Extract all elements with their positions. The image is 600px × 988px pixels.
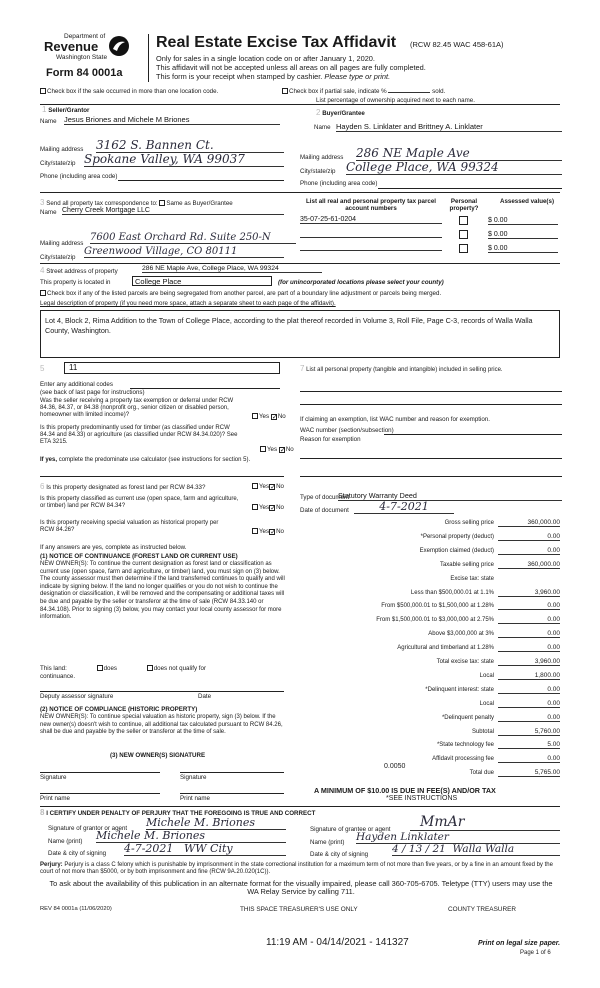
notice2-text: NEW OWNER(S): To continue special valuation as historic property, sign (3) below. If the new owner(s) doesn't wish to continue, all additional tax calculated pursuant to RCW 84.26, shall be due and payable by the seller or transferor at the time of sale. [40,714,283,736]
s6-q1-yes-no[interactable]: Yes✓ No [252,483,284,490]
new-owner-signature-1[interactable]: Signature [40,774,67,781]
exemption-label: If claiming an exemption, list WAC number and reason for exemption. [300,416,490,423]
seller-city-label: City/state/zip [40,160,76,167]
doc-date-label: Date of document [300,507,349,514]
tax-row-label: *Delinquent interest: state [425,686,494,693]
header-sub1: Only for sales in a single location code on or after January 1, 2020. [156,54,375,63]
tax-row-label: Above $3,000,000 at 3% [428,631,494,638]
tax-row-label: Subtotal [471,728,494,735]
located-select[interactable]: College Place [132,276,272,286]
q2-yes-no[interactable]: Yes ✓ No [260,446,294,453]
grantor-name-label: Name (print) [48,838,83,845]
tax-row-label: Less than $500,000.01 at 1.1% [410,589,494,596]
segregated-check[interactable]: Check box if any of the listed parcels are being segregated from another parcel, are part of a boundary line adjustment or parcels being merged. [40,290,441,297]
parcel-value-1[interactable]: $ 0.00 [488,217,558,225]
correspondence-label: 3 Send all property tax correspondence to: Same as Buyer/Grantee [40,198,233,207]
form-title: Real Estate Excise Tax Affidavit [156,34,397,51]
multi-location-check[interactable]: Check box if the sale occurred in more than one location code. [40,88,218,95]
buyer-name-label: Name [314,124,331,131]
tax-row-value[interactable]: 0.00 [498,533,560,541]
tax-row-value[interactable]: 0.00 [498,630,560,638]
tax-row-value[interactable]: 360,000.00 [498,519,560,527]
section5-q2-note: If yes, complete the predominate use calculator (see instructions for section 5). [40,457,251,463]
multi-location-checkbox[interactable] [40,88,46,94]
buyer-city-label: City/state/zip [300,168,336,175]
street-address[interactable]: 286 NE Maple Ave, College Place, WA 99324 [142,265,322,273]
seller-city[interactable]: Spokane Valley, WA 99037 [84,152,284,167]
rev-number: REV 84 0001a (11/06/2020) [40,906,112,912]
buyer-city[interactable]: College Place, WA 99324 [346,160,562,175]
seller-name[interactable]: Jesus Briones and Michele M Briones [64,115,280,125]
tax-row-label: Local [479,700,494,707]
seller-name-label: Name [40,118,57,125]
buyer-mailing-label: Mailing address [300,154,344,161]
parcel-col-assessed: Assessed value(s) [500,198,554,205]
tax-row-label: Gross selling price [444,520,494,526]
page-number: Page 1 of 6 [520,950,551,956]
q1-yes-no[interactable]: Yes ✓ No [252,413,286,420]
see-back: (see back of last page for instructions) [40,389,145,396]
tax-row-value[interactable]: 5,760.00 [498,728,560,736]
parcel-personal-3[interactable] [459,244,469,254]
section5-number: 5 [40,364,45,373]
tax-row-value[interactable]: 0.00 [498,644,560,652]
doc-type[interactable]: Statutory Warranty Deed [338,491,562,501]
county-treasurer: COUNTY TREASURER [448,906,516,913]
section6-q2: Is this property classified as current use (open space, farm and agriculture, or timber) land per RCW 84.34? [40,496,239,510]
grantee-date[interactable]: 4 / 13 / 21 Walla Walla [392,843,560,856]
parcel-col-numbers: List all real and personal property tax parcel account numbers [306,198,436,212]
grantee-date-label: Date & city of signing [310,851,369,858]
tax-row-label: Exemption claimed (deduct) [419,547,494,554]
tax-row-value[interactable]: 0.00 [498,547,560,555]
correspondence-city-label: City/state/zip [40,254,76,261]
tax-row-value[interactable]: 5,765.00 [498,769,560,777]
s6-q2-yes-no[interactable]: Yes✓ No [252,504,284,511]
notice2-title: (2) NOTICE OF COMPLIANCE (HISTORIC PROPERTY) [40,706,198,713]
partial-sale-check[interactable]: Check box if partial sale, indicate % sold. [282,88,445,95]
buyer-name[interactable]: Hayden S. Linklater and Brittney A. Linklater [336,122,562,132]
reason-label: Reason for exemption [300,436,361,443]
treasurer-space: THIS SPACE TREASURER'S USE ONLY [240,906,358,913]
s6-q3-yes-no[interactable]: Yes✓ No [252,528,284,535]
dept-line2: Revenue [44,39,99,54]
grantee-name-label: Name (print) [310,839,345,846]
grantee-signature[interactable]: MmAr [410,814,560,831]
land-qualify[interactable]: This land: does does not qualify for [40,665,207,672]
tax-row-label: Total excise tax: state [436,659,494,665]
tax-row-value[interactable]: 0.00 [498,686,560,694]
local-rate: 0.0050 [384,763,406,770]
legal-size-note: Print on legal size paper. [478,940,561,947]
parcel-personal-1[interactable] [459,216,469,226]
correspondence-city[interactable]: Greenwood Village, CO 80111 [84,246,284,258]
answers-note: If any answers are yes, complete as instructed below. [40,544,187,551]
dept-line1: Department of [64,33,106,40]
seller-heading: 1 Seller/Grantor [42,105,90,114]
tax-row-label: Local [479,672,494,679]
ownership-note: List percentage of ownership acquired next to each name. [316,97,475,104]
seller-mailing-label: Mailing address [40,146,84,153]
buyer-phone-label: Phone (including area code) [300,180,378,187]
tax-row-value[interactable]: 3,960.00 [498,658,560,666]
grantor-date[interactable]: 4-7-2021 WW City [124,842,286,856]
grantee-name[interactable]: Hayden Linklater [356,831,560,844]
alt-format-notice: To ask about the availability of this publication in an alternate format for the visually impaired, please call 360-705-6705. Teletype (TTY) users may use the WA Relay Service by calling 711. [49,879,553,897]
grantee-sig-label: Signature of grantee or agent [310,826,391,833]
located-note: (for unincorporated locations please select your county) [278,279,444,286]
tax-row-label: From $1,500,000.01 to $3,000,000 at 2.75% [376,617,494,624]
section6-q1: 6 Is this property designated as forest land per RCW 84.33? [40,482,206,491]
parcel-number-3[interactable] [300,242,442,251]
dept-line3: Washington State [56,54,108,61]
section5-q1: Was the seller receiving a property tax exemption or deferral under RCW 84.36, 84.37, or 84.38 (nonprofit org., senior citizen or disabled person, homeowner with limited income)? [40,398,234,419]
segregated-checkbox[interactable] [40,290,46,296]
grantor-signature[interactable]: Michele M. Briones [146,816,286,830]
parcel-number-2[interactable] [300,229,442,238]
legal-label: Legal description of property (if you need more space, attach a separate sheet to each page of the affidavit). [40,300,336,307]
tax-row-value[interactable]: 3,960.00 [498,589,560,597]
section6-q3: Is this property receiving special valuation as historical property per RCW 84.26? [40,520,219,534]
enter-codes: Enter any additional codes [40,381,113,388]
form-statute: (RCW 82.45 WAC 458-61A) [410,40,504,49]
tax-row-label: Taxable selling price [439,561,494,568]
parcel-personal-2[interactable] [459,230,469,240]
tax-row-value[interactable]: 0.00 [498,602,560,610]
new-owner-print-1[interactable]: Print name [40,795,70,802]
treasurer-stamp: 11:19 AM - 04/14/2021 - 141327 [266,937,409,948]
tax-row-label: *Personal property (deduct) [420,533,494,540]
correspondence-name[interactable]: Cherry Creek Mortgage LLC [62,205,284,215]
tax-row-value[interactable]: 0.00 [498,755,560,763]
grantor-sig-label: Signature of grantor or agent [48,825,128,832]
certify-heading: 8 I CERTIFY UNDER PENALTY OF PERJURY THAT THE FOREGOING IS TRUE AND CORRECT [40,808,316,817]
new-owner-print-2[interactable]: Print name [180,795,210,802]
minimum-due: A MINIMUM OF $10.00 IS DUE IN FEE(S) AND/OR TAX [314,786,496,795]
correspondence-mailing-label: Mailing address [40,240,84,247]
tax-row-label: From $500,000.01 to $1,500,000 at 1.28% [381,603,494,610]
correspondence-mailing[interactable]: 7600 East Orchard Rd. Suite 250-N [90,232,296,244]
legal-description: Lot 4, Block 2, Rima Addition to the Town of College Place, according to the plat thereof recorded in Volume 3, Roll File, Page C-3, records of Walla Walla County, Washington. [45,316,533,335]
parcel-value-3[interactable]: $ 0.00 [488,245,558,253]
correspondence-name-label: Name [40,209,57,216]
tax-row-label: Affidavit processing fee [432,756,494,763]
tax-row-label: Excise tax: state [450,575,494,582]
street-label: 4 Street address of property [40,266,118,275]
deputy-signature-label: Deputy assessor signature [40,693,114,700]
continuance: continuance. [40,673,76,680]
tax-row-value[interactable]: 0.00 [498,616,560,624]
grantor-name[interactable]: Michele M. Briones [96,829,286,843]
parcel-col-personal: Personal property? [449,198,479,212]
section7-text: 7 List all personal property (tangible and intangible) included in selling price. [300,364,503,373]
form-number: Form 84 0001a [46,67,123,79]
deputy-date-label: Date [198,693,212,700]
wac-label: WAC number (section/subsection) [300,427,394,434]
tax-row-label: Total due [469,770,494,777]
tax-row-value[interactable]: 5.00 [498,741,560,749]
code-box[interactable]: 11 [64,362,280,374]
tax-row-label: *Delinquent penalty [441,714,494,721]
section5-q2: Is this property predominantly used for timber (as classified under RCW 84.34 and 84.33) or agriculture (as classified under RCW 84.34.020)? See ETA 3215. [40,425,238,446]
perjury-notice: Perjury: Perjury is a class C felony which is punishable by imprisonment in the state correctional institution for a maximum term of not more than five years, or by a fine in an amount fixed by the court of not more than $5000, or by both imprisonment and fine (RCW 9A.20.020(1C)). [40,862,553,875]
doc-date[interactable]: 4-7-2021 [354,500,454,514]
tax-row-value[interactable]: 0.00 [498,714,560,722]
tax-row-value[interactable]: 360,000.00 [498,561,560,569]
notice3-title: (3) NEW OWNER(S) SIGNATURE [110,752,206,759]
parcel-number-1[interactable]: 35-07-25-61-0204 [300,216,442,224]
buyer-mailing[interactable]: 286 NE Maple Ave [356,146,562,161]
tax-row-value[interactable]: 0.00 [498,700,560,708]
revenue-swirl-icon [108,35,130,57]
notice1-title: (1) NOTICE OF CONTINUANCE (FOREST LAND OR CURRENT USE) [40,553,238,560]
seller-mailing[interactable]: 3162 S. Bannen Ct. [96,138,284,153]
partial-sale-checkbox[interactable] [282,88,288,94]
tax-row-label: Agricultural and timberland at 1.28% [397,645,494,652]
tax-row-label: *State technology fee [436,742,494,749]
legal-description-box[interactable] [40,310,560,358]
new-owner-signature-2[interactable]: Signature [180,774,207,781]
buyer-heading: 2 Buyer/Grantee [316,108,365,117]
header-sub3: This form is your receipt when stamped by cashier. Please type or print. [156,72,391,81]
see-instructions: *SEE INSTRUCTIONS [386,795,458,802]
tax-row-value[interactable]: 1,800.00 [498,672,560,680]
seller-phone-label: Phone (including area code) [40,173,118,180]
notice1-text: NEW OWNER(S): To continue the current designation as forest land or classification as current use (open space, farm and agriculture, or timber) land, you must sign on (3) below. The county assessor must then determine if the land transferred continues to qualify and will indicate by signing below. If the land no longer qualifies or you do not wish to continue the designation or classification, it will be removed and the compensating or additional taxes will be due and payable by the seller or transferor at the time of sale (RCW 84.33.140 or 84.34.108). Prior to signing (3) below, you may contact your local county assessor for more information. [40,561,285,621]
parcel-value-2[interactable]: $ 0.00 [488,231,558,239]
located-label: This property is located in [40,279,111,286]
header-sub2: This affidavit will not be accepted unless all areas on all pages are fully completed. [156,63,426,72]
doc-type-label: Type of document [300,494,350,501]
grantor-date-label: Date & city of signing [48,850,107,857]
